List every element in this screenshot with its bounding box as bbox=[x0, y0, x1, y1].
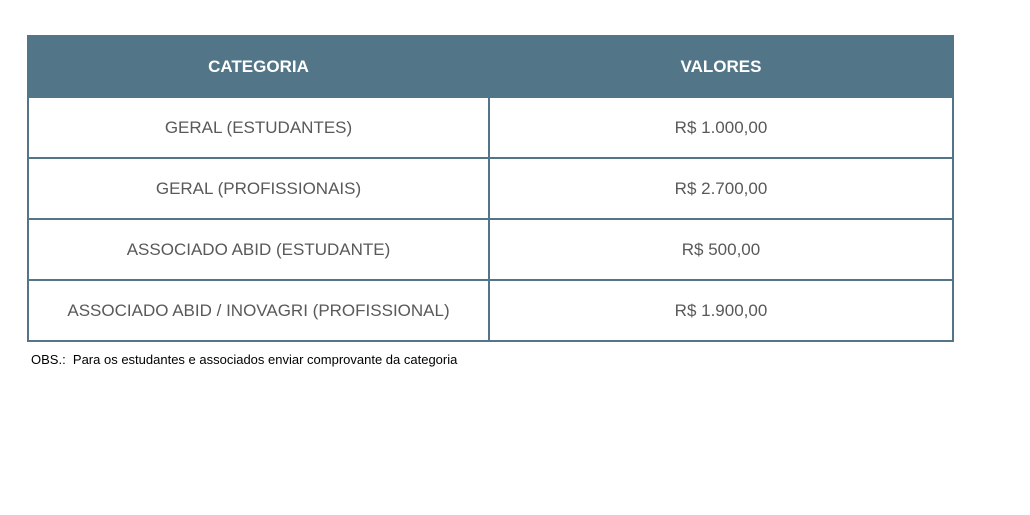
header-value: VALORES bbox=[489, 36, 953, 97]
table-header-row bbox=[28, 36, 953, 97]
category-cell: GERAL (ESTUDANTES) bbox=[28, 97, 489, 158]
category-cell: ASSOCIADO ABID / INOVAGRI (PROFISSIONAL) bbox=[28, 280, 489, 341]
value-cell: R$ 1.900,00 bbox=[489, 280, 953, 341]
table-row bbox=[28, 158, 953, 219]
header-category: CATEGORIA bbox=[28, 36, 489, 97]
table-row bbox=[28, 97, 953, 158]
value-cell: R$ 500,00 bbox=[489, 219, 953, 280]
value-cell: R$ 1.000,00 bbox=[489, 97, 953, 158]
obs-note: OBS.: Para os estudantes e associados enviar comprovante da categoria bbox=[31, 352, 458, 367]
value-cell: R$ 2.700,00 bbox=[489, 158, 953, 219]
table-row bbox=[28, 280, 953, 341]
price-table bbox=[27, 35, 954, 342]
table-row bbox=[28, 219, 953, 280]
category-cell: ASSOCIADO ABID (ESTUDANTE) bbox=[28, 219, 489, 280]
category-cell: GERAL (PROFISSIONAIS) bbox=[28, 158, 489, 219]
